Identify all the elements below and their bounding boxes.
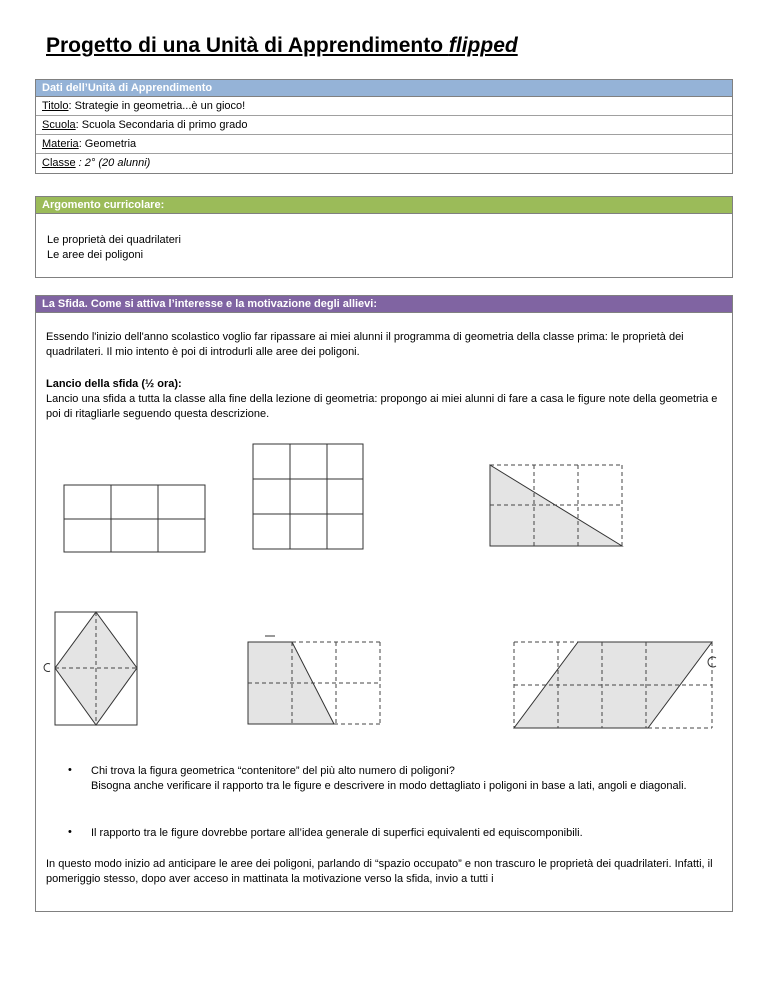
bullet-icon: • [68,826,72,838]
figure-parallelogram [514,642,716,728]
figure-rhombus [44,612,137,725]
bullet1-line1: Chi trova la figura geometrica “contenitore” del più alto numero di poligoni? [91,765,455,777]
argomento-line1: Le proprietà dei quadrilateri [47,234,181,246]
sfida-paragraph-final: In questo modo inizio ad anticipare le aree dei poligoni, parlando di “spazio occupato” e non trascuro le proprietà dei quadrilateri. Infatti, il pomeriggio stesso, dopo aver acceso in mattinata la motivazione verso la sfida, invio a tutti i [46,858,713,885]
bullet1-line2: Bisogna anche verificare il rapporto tra le figure e descrivere in modo dettagliato i poligoni in base a lati, angoli e diagonali. [91,780,687,792]
lancio-text: Lancio una sfida a tutta la classe alla fine della lezione di geometria: propongo ai miei alunni di fare a casa le figure note della geometria e poi di ritagliarle seguendo questa descrizione. [46,393,718,420]
classe-row: Classe : 2° (20 alunni) [42,157,151,169]
figure-square-grid [253,444,363,549]
titolo-row: Titolo: Strategie in geometria...è un gioco! [36,97,732,116]
figure-rectangle-grid [64,485,205,552]
materia-row: Materia: Geometria [36,135,732,154]
sfida-header: La Sfida. Come si attiva l’interesse e la motivazione degli allievi: [36,296,732,313]
bullet-icon: • [68,764,72,776]
scuola-row: Scuola: Scuola Secondaria di primo grado [36,116,732,135]
bullet2-text: Il rapporto tra le figure dovrebbe portare all’idea generale di superfici equivalenti ed equiscomponibili. [91,827,583,839]
page-title: Progetto di una Unità di Apprendimento flipped [46,34,518,57]
argomento-header: Argomento curricolare: [36,197,732,214]
dati-header: Dati dell’Unità di Apprendimento [36,80,732,97]
figure-trapezoid [248,636,380,724]
figure-triangle [490,465,622,546]
lancio-title: Lancio della sfida (½ ora): [46,378,182,390]
argomento-line2: Le aree dei poligoni [47,249,144,261]
sfida-paragraph-1: Essendo l'inizio dell'anno scolastico voglio far ripassare ai miei alunni il programma di geometria della classe prima: le proprietà dei quadrilateri. Il mio intento è poi di introdurli alle aree dei poligoni. [46,331,684,358]
